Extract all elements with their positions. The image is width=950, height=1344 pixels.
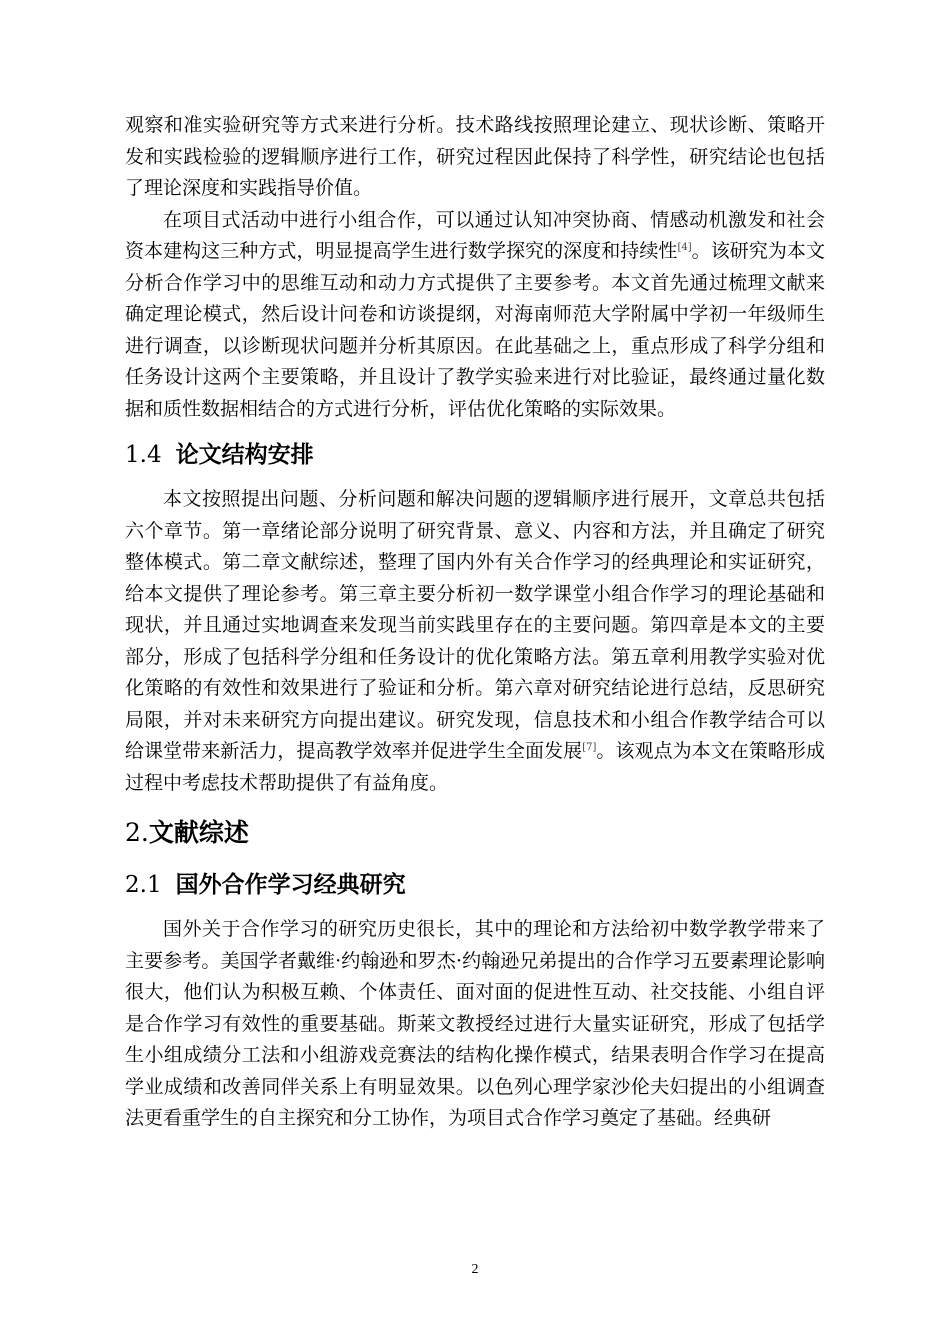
chapter-title: 文献综述 bbox=[148, 818, 249, 847]
chapter-number: 2. bbox=[125, 818, 149, 847]
section-title: 论文结构安排 bbox=[175, 442, 314, 468]
chapter-heading-2 bbox=[125, 811, 825, 855]
section-heading-2-1 bbox=[125, 865, 825, 905]
section-title: 国外合作学习经典研究 bbox=[175, 872, 406, 898]
paragraph-text: 在项目式活动中进行小组合作，可以通过认知冲突协商、情感动机激发和社会资本建构这三种方式，明显提高学生进行数学探究的深度和持续性 bbox=[125, 208, 825, 262]
paragraph-text: 国外关于合作学习的研究历史很长，其中的理论和方法给初中数学教学带来了主要参考。美国学者戴维·约翰逊和罗杰·约翰逊兄弟提出的合作学习五要素理论影响很大，他们认为积极互赖、个体责任、面对面的促进性互动、社交技能、小组自评是合作学习有效性的重要基础。斯莱文教授经过进行大量实证研究，形成了包括学生小组成绩分工法和小组游戏竞赛法的结构化操作模式，结果表明合作学习在提高学业成绩和改善同伴关系上有明显效果。以色列心理学家沙伦夫妇提出的小组调查法更看重学生的自主探究和分工协作，为项目式合作学习奠定了基础。经典研 bbox=[125, 918, 825, 1129]
paragraph-text: 观察和准实验研究等方式来进行分析。技术路线按照理论建立、现状诊断、策略开发和实践检验的逻辑顺序进行工作，研究过程因此保持了科学性，研究结论也包括了理论深度和实践指导价值。 bbox=[125, 114, 825, 199]
section-number: 2.1 bbox=[125, 872, 162, 898]
paragraph-project-cooperation bbox=[125, 205, 825, 426]
paragraph-foreign-research bbox=[125, 914, 825, 1135]
paragraph-thesis-structure bbox=[125, 484, 825, 799]
page-body bbox=[125, 110, 825, 1135]
paragraph-text: 。该观点为本文在策略形成过程中考虑技术帮助提供了有益角度。 bbox=[125, 740, 825, 794]
citation-ref: [4] bbox=[677, 242, 692, 253]
paragraph-text: 本文按照提出问题、分析问题和解决问题的逻辑顺序进行展开，文章总共包括六个章节。第一章绪论部分说明了研究背景、意义、内容和方法，并且确定了研究整体模式。第二章文献综述，整理了国内外有关合作学习的经典理论和实证研究，给本文提供了理论参考。第三章主要分析初一数学课堂小组合作学习的理论基础和现状，并且通过实地调查来发现当前实践里存在的主要问题。第四章是本文的主要部分，形成了包括科学分组和任务设计的优化策略方法。第五章利用教学实验对优化策略的有效性和效果进行了验证和分析。第六章对研究结论进行总结，反思研究局限，并对未来研究方向提出建议。研究发现，信息技术和小组合作教学结合可以给课堂带来新活力，提高教学效率并促进学生全面发展 bbox=[125, 488, 825, 762]
paragraph-methodology-continued bbox=[125, 110, 825, 205]
section-heading-1-4 bbox=[125, 435, 825, 475]
page-number: 2 bbox=[471, 1262, 479, 1277]
section-number: 1.4 bbox=[125, 442, 162, 468]
paragraph-text: 。该研究为本文分析合作学习中的思维互动和动力方式提供了主要参考。本文首先通过梳理文献来确定理论模式，然后设计问卷和访谈提纲，对海南师范大学附属中学初一年级师生进行调查，以诊断现状问题并分析其原因。在此基础之上，重点形成了科学分组和任务设计这两个主要策略，并且设计了教学实验来进行对比验证，最终通过量化数据和质性数据相结合的方式进行分析，评估优化策略的实际效果。 bbox=[125, 240, 825, 420]
citation-ref: [7] bbox=[582, 742, 597, 753]
